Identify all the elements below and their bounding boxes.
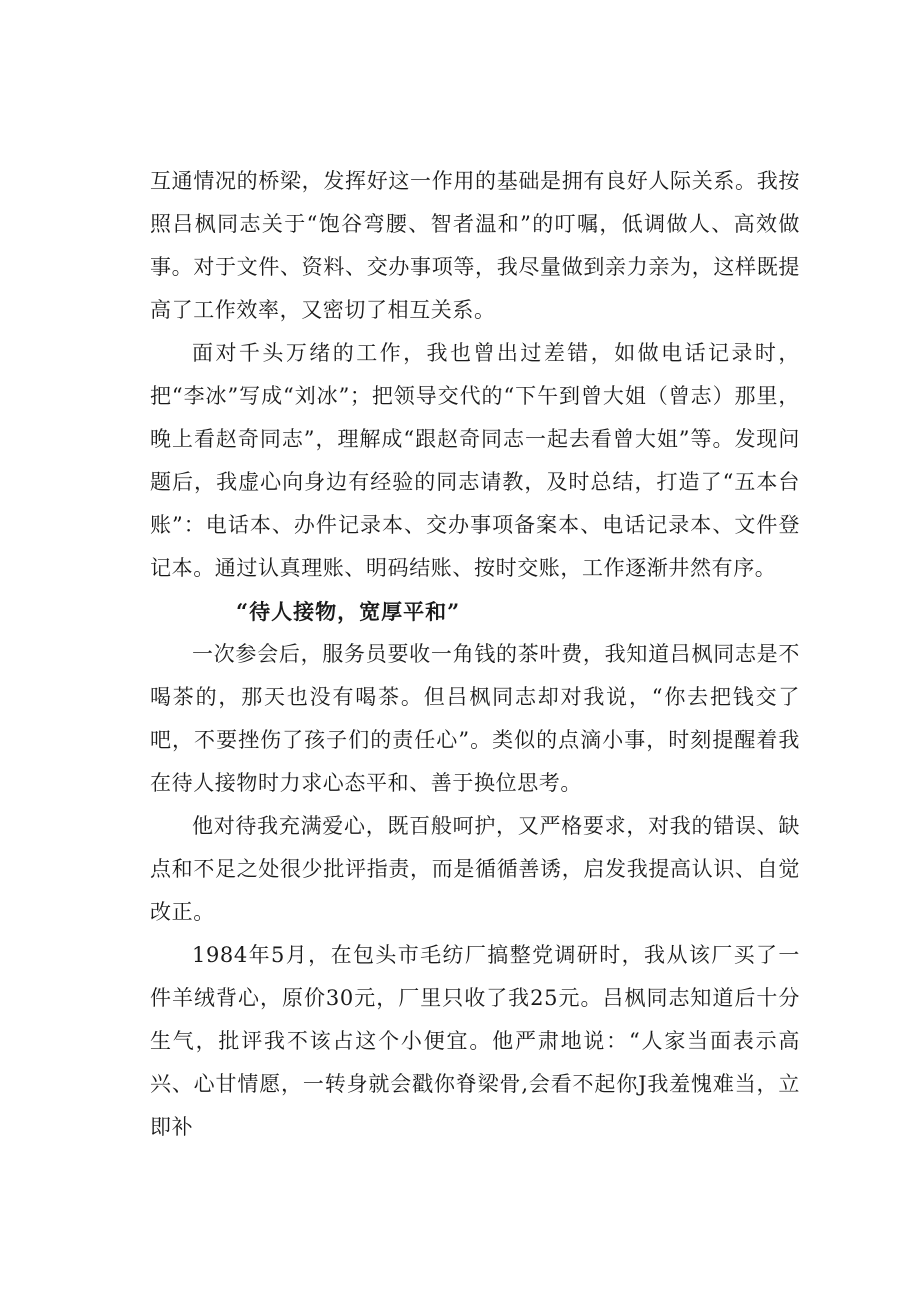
paragraph-continuation: 互通情况的桥梁，发挥好这一作用的基础是拥有良好人际关系。我按照吕枫同志关于“饱谷弯腰、智者温和”的叮嘱，低调做人、高效做事。对于文件、资料、交办事项等，我尽量做到亲力亲为，这样既提高了工作效率，又密切了相互关系。	[150, 169, 800, 322]
section-heading: “待人接物，宽厚平和”	[236, 599, 461, 624]
paragraph-1984-vest: 1984年5月，在包头市毛纺厂搞整党调研时，我从该厂买了一件羊绒背心，原价30元，厂里只收了我25元。吕枫同志知道后十分生气，批评我不该占这个小便宜。他严肃地说：“人家当面表示高兴、心甘情愿，一转身就会戳你脊梁骨,会看不起你J我羞愧难当，立即补	[150, 943, 800, 1139]
document-body	[150, 160, 800, 1149]
paragraph-tea-fee: 一次参会后，服务员要收一角钱的茶叶费，我知道吕枫同志是不喝茶的，那天也没有喝茶。但吕枫同志却对我说，“你去把钱交了吧，不要挫伤了孩子们的责任心”。类似的点滴小事，时刻提醒着我在待人接物时力求心态平和、善于换位思考。	[150, 642, 800, 795]
paragraph-care: 他对待我充满爱心，既百般呵护，又严格要求，对我的错误、缺点和不足之处很少批评指责，而是循循善诱，启发我提高认识、自觉改正。	[150, 814, 800, 924]
paragraph-work-errors: 面对千头万绪的工作，我也曾出过差错，如做电话记录时，把“李冰”写成“刘冰”；把领导交代的“下午到曾大姐（曾志）那里，晚上看赵奇同志”，理解成“跟赵奇同志一起去看曾大姐”等。发现问题后，我虚心向身边有经验的同志请教，及时总结，打造了“五本台账”：电话本、办件记录本、交办事项备案本、电话记录本、文件登记本。通过认真理账、明码结账、按时交账，工作逐渐井然有序。	[150, 341, 800, 580]
